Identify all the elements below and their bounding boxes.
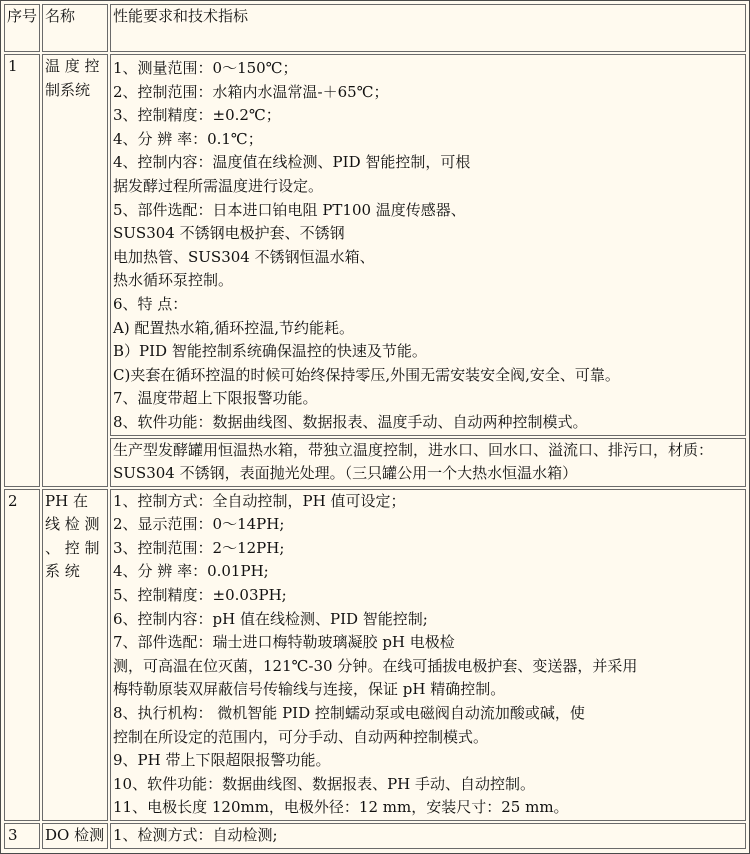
- spec-line: 5、部件选配：日本进口铂电阻 PT100 温度传感器、: [113, 200, 466, 219]
- table-row: [4, 54, 746, 436]
- row-index: 1: [4, 54, 40, 487]
- spec-line: 10、软件功能：数据曲线图、数据报表、PH 手动、自动控制。: [113, 774, 536, 793]
- spec-line: 6、控制内容：pH 值在线检测、PID 智能控制;: [113, 609, 428, 628]
- row-name: DO 检测: [42, 823, 108, 849]
- row-name: PH 在 线 检 测 、 控 制 系 统: [42, 489, 108, 821]
- spec-line: 据发酵过程所需温度进行设定。: [113, 176, 324, 195]
- spec-line: 11、电极长度 120mm，电极外径：12 mm，安装尺寸：25 mm。: [113, 798, 569, 817]
- spec-line: 4、控制内容：温度值在线检测、PID 智能控制，可根: [113, 153, 471, 172]
- table-row: [4, 489, 746, 821]
- spec-line: 1、测量范围：0～150℃；: [113, 59, 298, 77]
- spec-line: 2、控制范围：水箱内水温常温-＋65℃；: [113, 82, 389, 101]
- spec-line: 1、控制方式：全自动控制，PH 值可设定；: [113, 491, 406, 510]
- spec-line: 梅特勒原装双屏蔽信号传输线与连接，保证 pH 精确控制。: [113, 680, 506, 699]
- spec-line: 3、控制精度：±0.2℃；: [113, 106, 281, 125]
- spec-line: C)夹套在循环控温的时候可始终保持零压,外围无需安装安全阀,安全、可靠。: [113, 365, 620, 384]
- header-index: 序号: [4, 4, 40, 52]
- spec-line: 热水循环泵控制。: [113, 271, 234, 290]
- table-header-row: [4, 4, 746, 52]
- header-name: 名称: [42, 4, 108, 52]
- spec-line: 7、温度带超上下限报警功能。: [113, 389, 318, 408]
- spec-line: A) 配置热水箱,循环控温,节约能耗。: [113, 318, 354, 337]
- row-spec: [110, 489, 746, 821]
- spec-line: 5、控制精度：±0.03PH;: [113, 586, 287, 605]
- spec-line: 8、执行机构： 微机智能 PID 控制蠕动泵或电磁阀自动流加酸或碱，使: [113, 704, 585, 723]
- row-index: 3: [4, 823, 40, 849]
- spec-line: 6、特 点：: [113, 294, 188, 313]
- row-spec: [110, 823, 746, 849]
- spec-line: B）PID 智能控制系统确保温控的快速及节能。: [113, 342, 427, 361]
- spec-line: 测，可高温在位灭菌，121℃-30 分钟。在线可插拔电极护套、变送器，并采用: [113, 656, 638, 675]
- spec-line: 4、分 辨 率：0.1℃；: [113, 129, 263, 148]
- spec-line: 控制在所设定的范围内，可分手动、自动两种控制模式。: [113, 727, 489, 746]
- table-row: [4, 823, 746, 849]
- spec-line: 9、PH 带上下限超限报警功能。: [113, 751, 331, 770]
- spec-line: 1、检测方式：自动检测;: [113, 826, 278, 844]
- spec-extra-text: 生产型发酵罐用恒温热水箱，带独立温度控制，进水口、回水口、溢流口、排污口，材质：SUS304 不锈钢，表面抛光处理。（三只罐公用一个大热水恒温水箱）: [113, 440, 714, 483]
- spec-line: 2、显示范围：0～14PH;: [113, 515, 285, 534]
- table-row: [4, 438, 746, 487]
- spec-line: 3、控制范围：2～12PH;: [113, 538, 285, 557]
- header-spec: 性能要求和技术指标: [110, 4, 746, 52]
- row-index: 2: [4, 489, 40, 821]
- spec-line: 4、分 辨 率：0.01PH;: [113, 562, 269, 581]
- spec-line: 7、部件选配：瑞士进口梅特勒玻璃凝胶 pH 电极检: [113, 633, 455, 652]
- spec-line: 电加热管、SUS304 不锈钢恒温水箱、: [113, 247, 375, 266]
- spec-line: 8、软件功能：数据曲线图、数据报表、温度手动、自动两种控制模式。: [113, 412, 588, 431]
- spec-line: SUS304 不锈钢电极护套、不锈钢: [113, 224, 345, 243]
- row-spec-extra: [110, 438, 746, 487]
- spec-table: [2, 2, 748, 851]
- row-name: 温 度 控 制系统: [42, 54, 108, 487]
- row-spec: [110, 54, 746, 436]
